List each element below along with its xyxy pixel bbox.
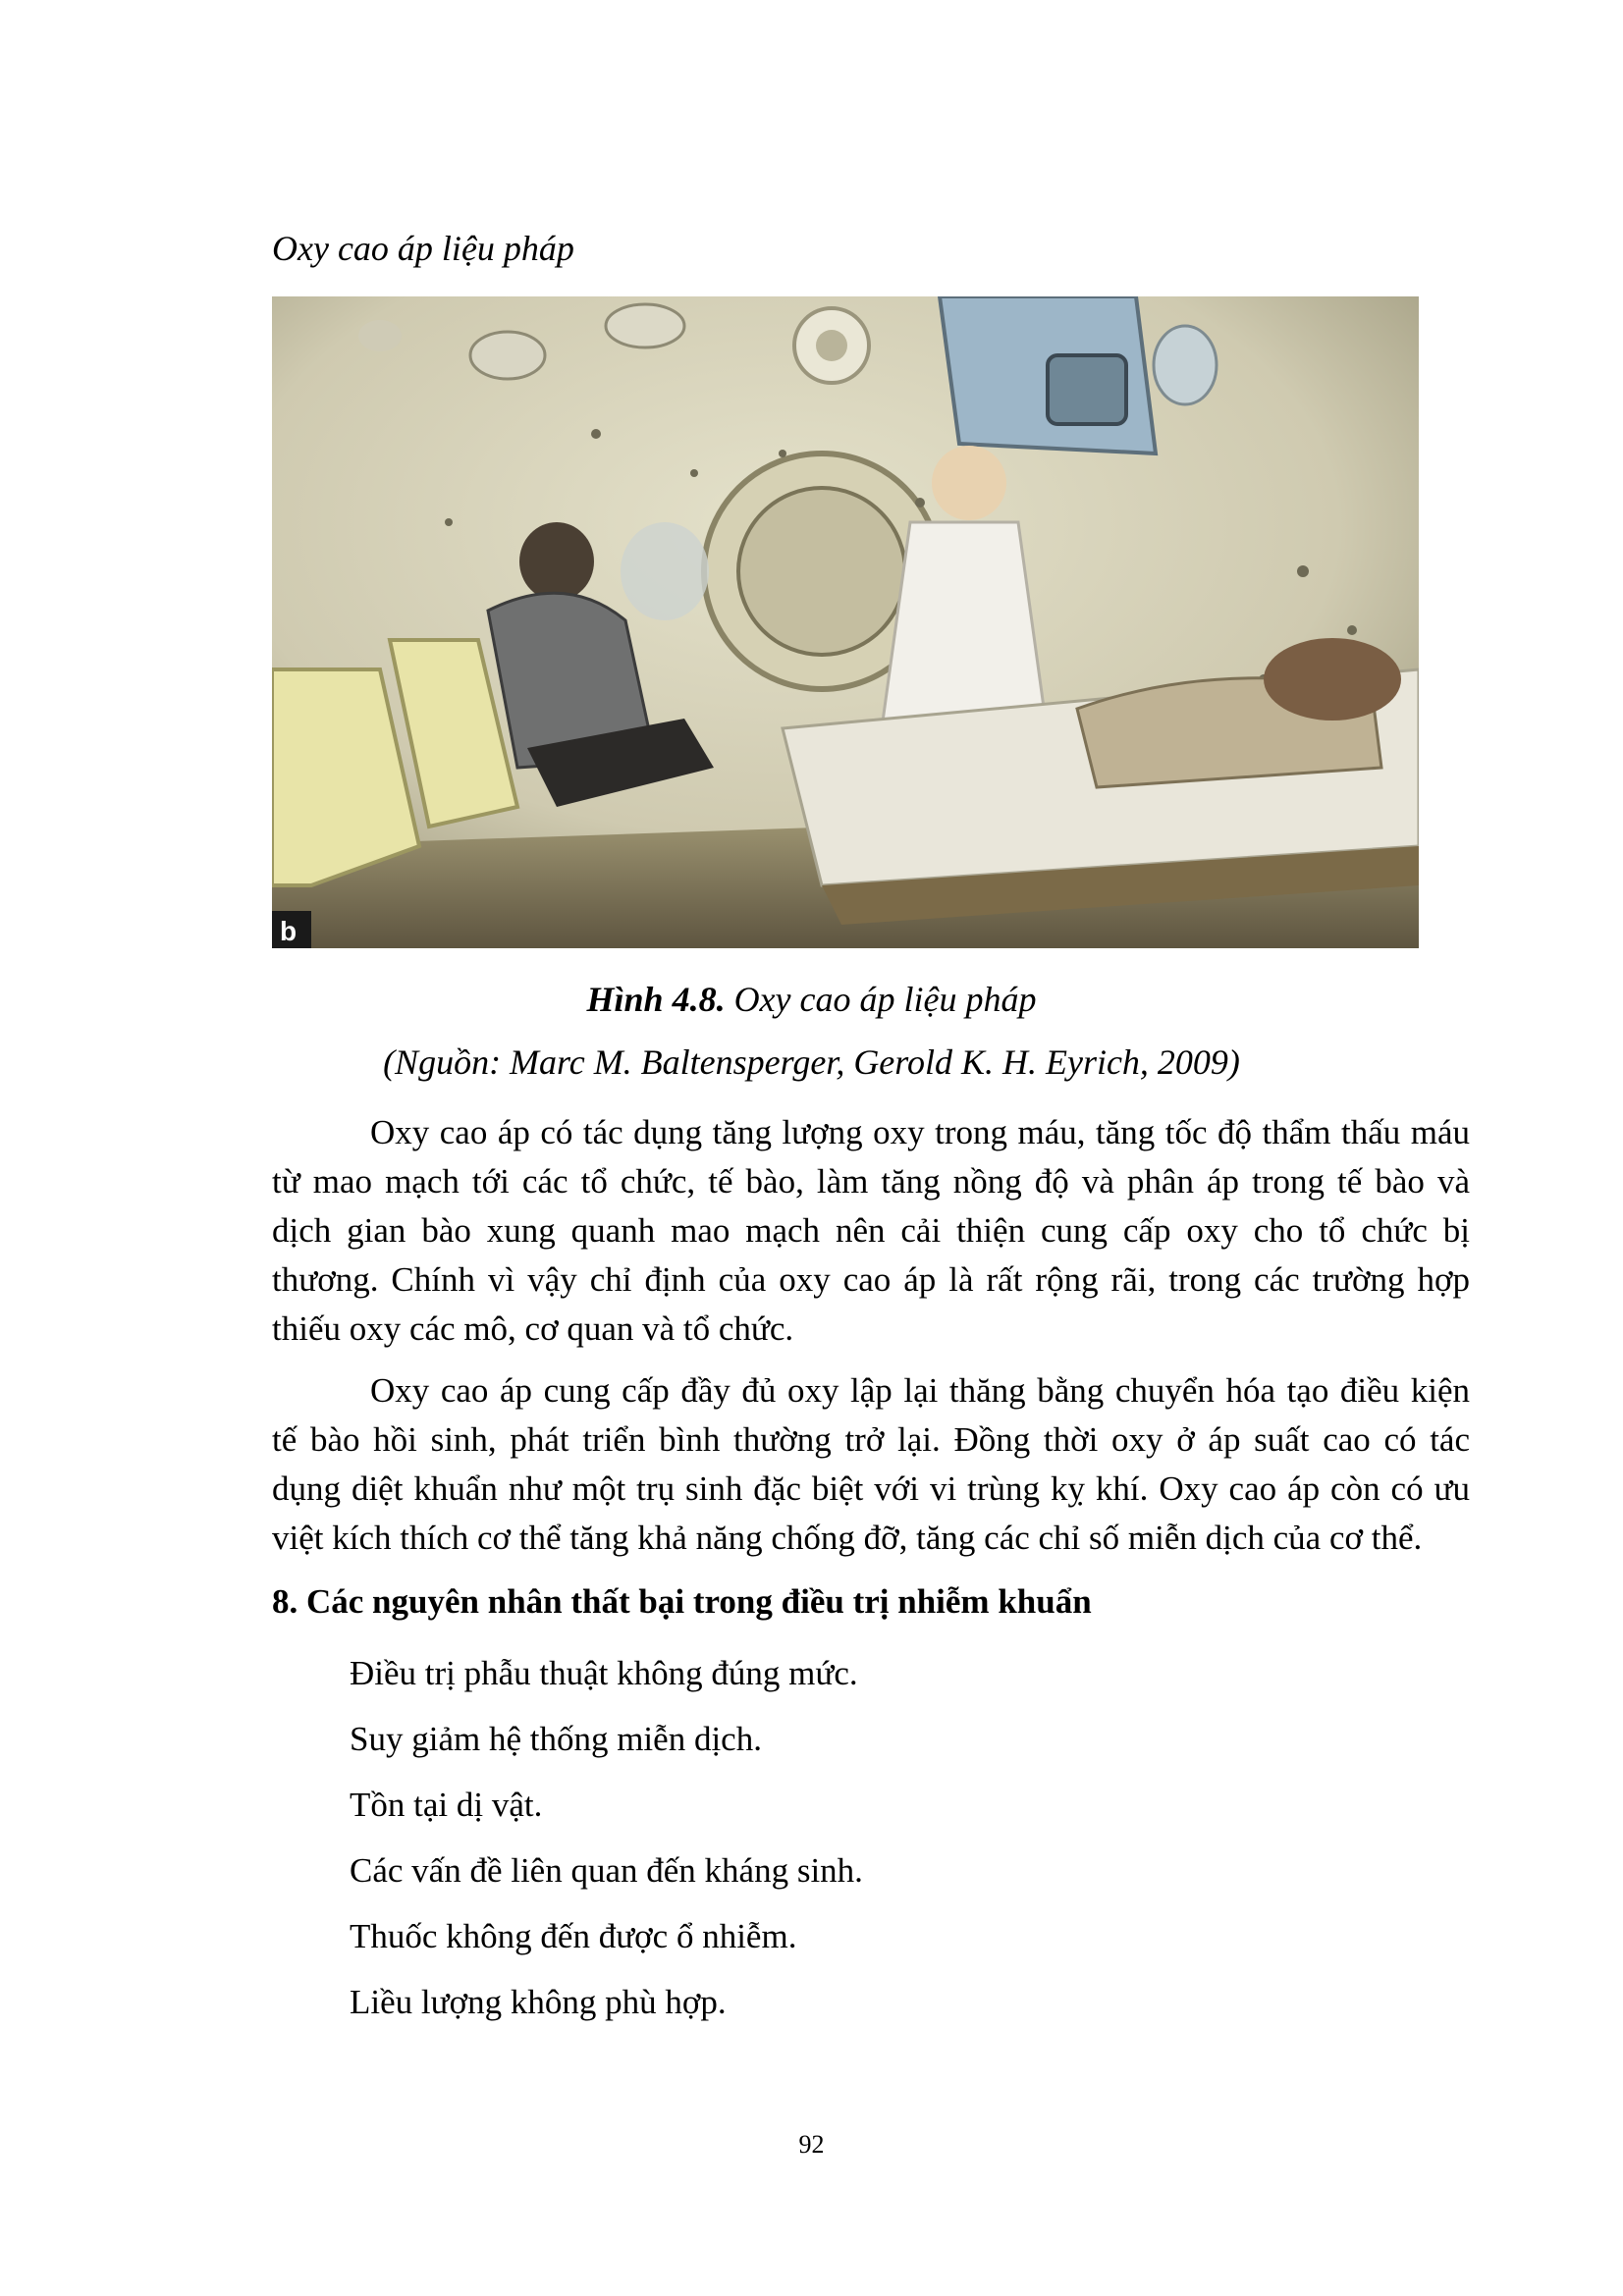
paragraph-line: từ mao mạch tới các tổ chức, tế bào, làm tăng nồng độ và phân áp trong tế bào và: [272, 1162, 1470, 1201]
page-number: 92: [798, 2130, 825, 2159]
paragraph-line: Oxy cao áp cung cấp đầy đủ oxy lập lại thăng bằng chuyển hóa tạo điều kiện: [370, 1371, 1470, 1410]
list-item: Thuốc không đến được ổ nhiễm.: [350, 1917, 797, 1955]
paragraph-line: thiếu oxy các mô, cơ quan và tổ chức.: [272, 1309, 794, 1348]
list-item: Tồn tại dị vật.: [350, 1786, 543, 1824]
list-item: Các vấn đề liên quan đến kháng sinh.: [350, 1851, 863, 1890]
figure-caption-text: Oxy cao áp liệu pháp: [725, 980, 1037, 1019]
figure-corner-label: b: [280, 916, 298, 946]
paragraph-line: dụng diệt khuẩn như một trụ sinh đặc biệt với vi trùng kỵ khí. Oxy cao áp còn có ưu: [272, 1469, 1470, 1508]
paragraph-line: thương. Chính vì vậy chỉ định của oxy cao áp là rất rộng rãi, trong các trường hợp: [272, 1260, 1470, 1299]
figure-caption: [0, 979, 1623, 1020]
figure-caption-number: Hình 4.8.: [586, 980, 726, 1019]
paragraph-line: việt kích thích cơ thể tăng khả năng chống đỡ, tăng các chỉ số miễn dịch của cơ thể.: [272, 1519, 1423, 1557]
paragraph-line: tế bào hồi sinh, phát triển bình thường trở lại. Đồng thời oxy ở áp suất cao có tác: [272, 1420, 1470, 1459]
paragraph-2: [272, 1366, 1470, 1563]
figure-source: (Nguồn: Marc M. Baltensperger, Gerold K. H. Eyrich, 2009): [383, 1042, 1240, 1082]
paragraph-line: dịch gian bào xung quanh mao mạch nên cải thiện cung cấp oxy cho tổ chức bị: [272, 1211, 1470, 1250]
paragraph-1: [272, 1108, 1470, 1354]
section-subtitle: Oxy cao áp liệu pháp: [272, 229, 574, 268]
figure-photo: [272, 296, 1419, 948]
list-item: Điều trị phẫu thuật không đúng mức.: [350, 1654, 858, 1692]
list-item: Liều lượng không phù hợp.: [350, 1983, 727, 2021]
section-heading: 8. Các nguyên nhân thất bại trong điều trị nhiễm khuẩn: [272, 1582, 1092, 1621]
causes-list: [350, 1649, 863, 2044]
list-item: Suy giảm hệ thống miễn dịch.: [350, 1720, 762, 1758]
hyperbaric-chamber-photo: [272, 296, 1419, 948]
paragraph-line: Oxy cao áp có tác dụng tăng lượng oxy trong máu, tăng tốc độ thẩm thấu máu: [370, 1113, 1470, 1151]
